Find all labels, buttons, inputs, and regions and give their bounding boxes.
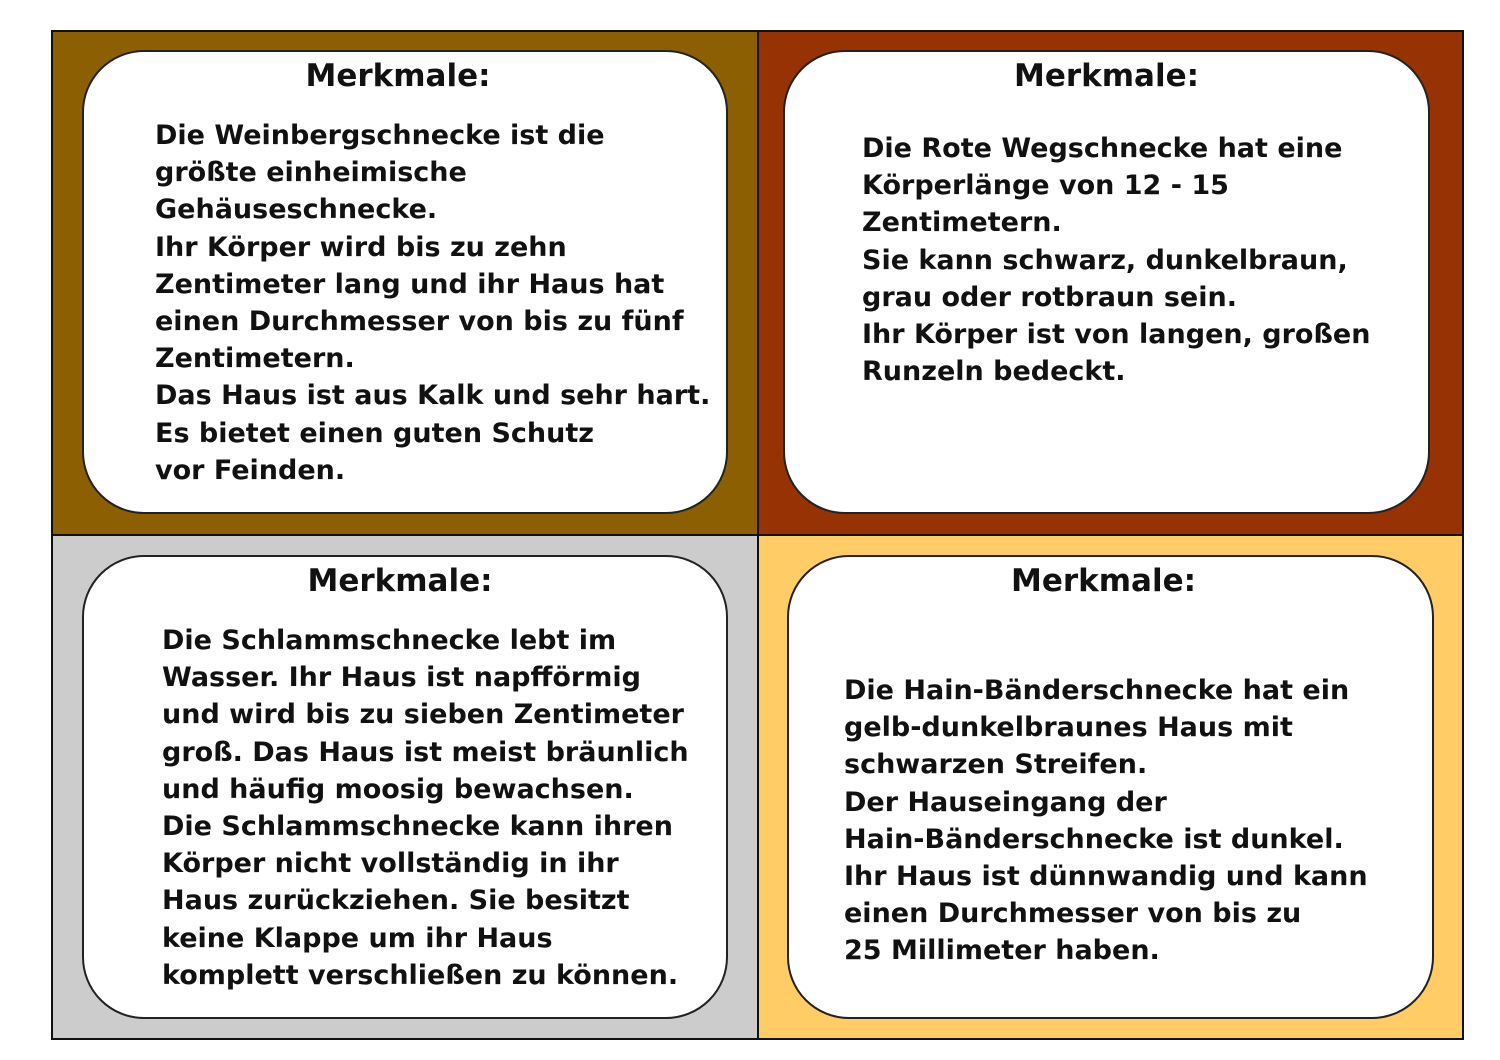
text-line: und häufig moosig bewachsen. bbox=[162, 773, 634, 805]
worksheet bbox=[51, 30, 1464, 1040]
text-line: Sie kann schwarz, dunkelbraun, bbox=[862, 244, 1348, 276]
text-line: Es bietet einen guten Schutz bbox=[155, 417, 594, 449]
card-title: Merkmale: bbox=[1013, 58, 1200, 94]
text-line: Zentimeter lang und ihr Haus hat bbox=[155, 268, 665, 300]
text-line: gelb-dunkelbraunes Haus mit bbox=[844, 712, 1293, 744]
text-line: Die Schlammschnecke lebt im bbox=[162, 625, 617, 656]
text-line: Runzeln bedeckt. bbox=[862, 356, 1126, 388]
text-line: 25 Millimeter haben. bbox=[844, 935, 1160, 967]
text-line: Gehäuseschnecke. bbox=[155, 194, 438, 226]
card-title: Merkmale: bbox=[305, 58, 491, 94]
card-rote-wegschnecke bbox=[783, 50, 1430, 514]
card-weinbergschnecke bbox=[82, 50, 728, 514]
text-line: Das Haus ist aus Kalk und sehr hart. bbox=[155, 380, 711, 412]
text-line: einen Durchmesser von bis zu fünf bbox=[155, 306, 684, 338]
text-line: Haus zurückziehen. Sie besitzt bbox=[162, 885, 630, 917]
card-text bbox=[162, 622, 689, 994]
text-line: und wird bis zu sieben Zentimeter bbox=[162, 699, 684, 731]
text-line: Die Schlammschnecke kann ihren bbox=[162, 811, 673, 843]
text-line: Zentimetern. bbox=[155, 343, 355, 375]
quadrant-weinbergschnecke bbox=[53, 32, 759, 536]
card-title: Merkmale: bbox=[307, 563, 493, 599]
card-title: Merkmale: bbox=[1010, 563, 1197, 599]
text-line: Ihr Haus ist dünnwandig und kann bbox=[844, 861, 1368, 893]
card-text bbox=[155, 117, 710, 489]
text-line: größte einheimische bbox=[155, 157, 467, 189]
text-line: Die Weinbergschnecke ist die bbox=[155, 120, 605, 151]
text-line: Körper nicht vollständig in ihr bbox=[162, 848, 619, 880]
text-line: Ihr Körper ist von langen, großen bbox=[862, 319, 1371, 351]
card-text bbox=[844, 672, 1368, 970]
text-line: vor Feinden. bbox=[155, 454, 346, 486]
text-line: grau oder rotbraun sein. bbox=[862, 281, 1237, 313]
text-line: einen Durchmesser von bis zu bbox=[844, 898, 1302, 930]
quadrant-rote-wegschnecke bbox=[759, 32, 1462, 536]
text-line: Der Hauseingang der bbox=[844, 786, 1167, 818]
card-schlammschnecke bbox=[82, 555, 728, 1019]
text-line: Wasser. Ihr Haus ist napfförmig bbox=[162, 662, 641, 694]
text-line: komplett verschließen zu können. bbox=[162, 959, 679, 991]
card-text bbox=[862, 130, 1370, 390]
quadrant-schlammschnecke bbox=[53, 536, 759, 1038]
quadrant-hain-baenderschnecke bbox=[759, 536, 1462, 1038]
text-line: Zentimetern. bbox=[862, 207, 1062, 239]
text-line: schwarzen Streifen. bbox=[844, 749, 1148, 781]
card-hain-baenderschnecke bbox=[787, 555, 1434, 1019]
text-line: Die Rote Wegschnecke hat eine bbox=[862, 133, 1343, 164]
text-line: keine Klappe um ihr Haus bbox=[162, 922, 553, 954]
text-line: Körperlänge von 12 - 15 bbox=[862, 170, 1229, 202]
text-line: Hain-Bänderschnecke ist dunkel. bbox=[844, 823, 1344, 855]
text-line: groß. Das Haus ist meist bräunlich bbox=[162, 736, 689, 768]
text-line: Ihr Körper wird bis zu zehn bbox=[155, 231, 567, 263]
text-line: Die Hain-Bänderschnecke hat ein bbox=[844, 675, 1350, 706]
